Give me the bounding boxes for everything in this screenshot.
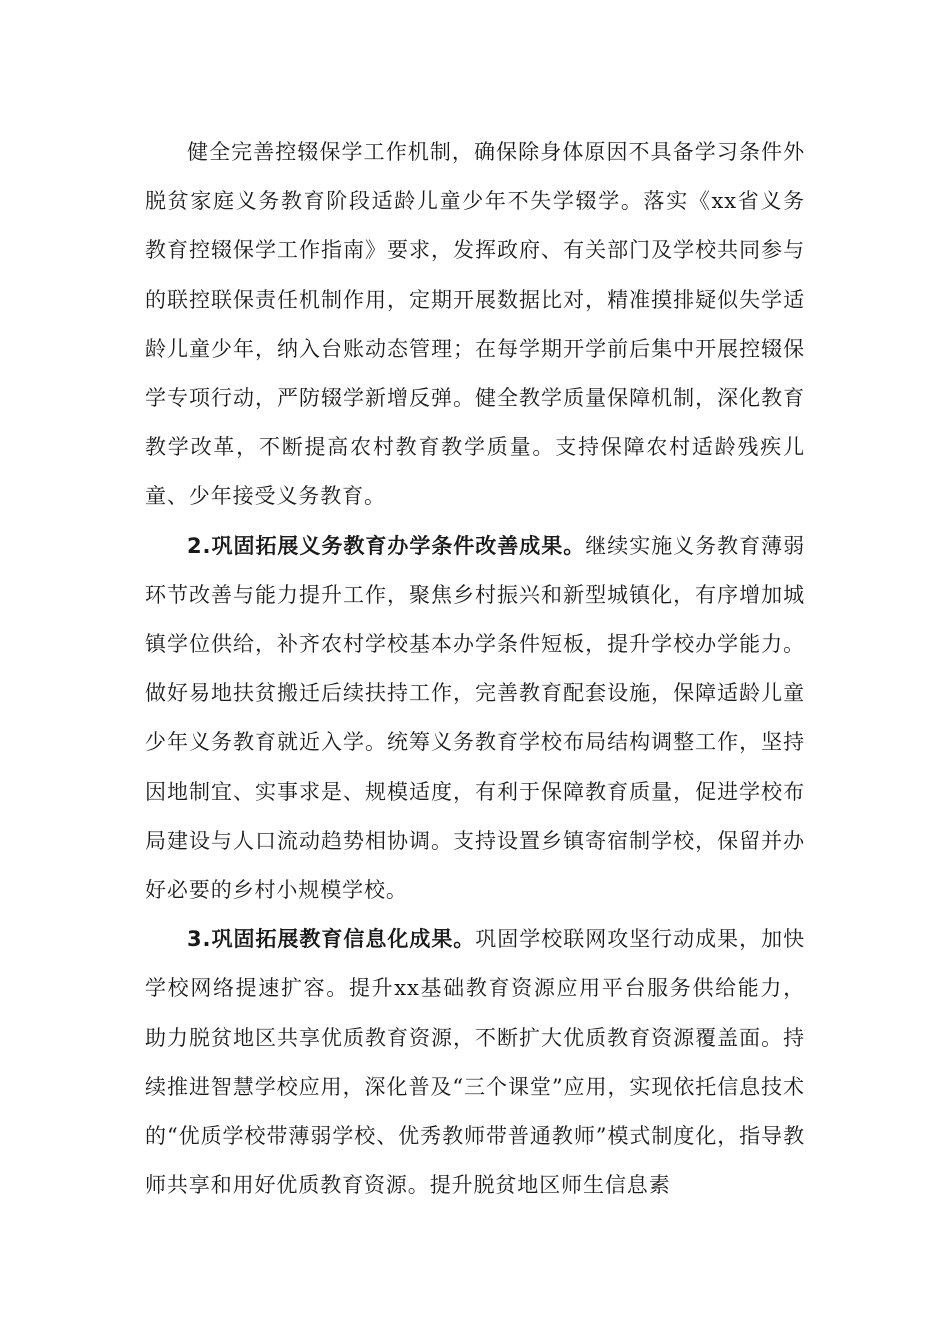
paragraph-lead: 2.巩固拓展义务教育办学条件改善成果。 — [187, 533, 586, 558]
paragraph-dropout-prevention — [145, 128, 805, 522]
paragraph-education-informatization — [145, 915, 805, 1210]
paragraph-school-conditions — [145, 522, 805, 916]
paragraph-text: 继续实施义务教育薄弱环节改善与能力提升工作，聚焦乡村振兴和新型城镇化，有序增加城镇学位供给，补齐农村学校基本办学条件短板，提升学校办学能力。做好易地扶贫搬迁后续扶持工作，完善教育配套设施，保障适龄儿童少年义务教育就近入学。统筹义务教育学校布局结构调整工作，坚持因地制宜、实事求是、规模适度，有利于保障教育质量，促进学校布局建设与人口流动趋势相协调。支持设置乡镇寄宿制学校，保留并办好必要的乡村小规模学校。 — [145, 533, 805, 903]
paragraph-text: 巩固学校联网攻坚行动成果，加快学校网络提速扩容。提升xx基础教育资源应用平台服务供给能力，助力脱贫地区共享优质教育资源，不断扩大优质教育资源覆盖面。持续推进智慧学校应用，深化普及“三个课堂”应用，实现依托信息技术的“优质学校带薄弱学校、优秀教师带普通教师”模式制度化，指导教师共享和用好优质教育资源。提升脱贫地区师生信息素 — [145, 927, 805, 1198]
paragraph-text: 健全完善控辍保学工作机制，确保除身体原因不具备学习条件外脱贫家庭义务教育阶段适龄儿童少年不失学辍学。落实《xx省义务教育控辍保学工作指南》要求，发挥政府、有关部门及学校共同参与的联控联保责任机制作用，定期开展数据比对，精准摸排疑似失学适龄儿童少年，纳入台账动态管理；在每学期开学前后集中开展控辍保学专项行动，严防辍学新增反弹。健全教学质量保障机制，深化教育教学改革，不断提高农村教育教学质量。支持保障农村适龄残疾儿童、少年接受义务教育。 — [145, 140, 805, 509]
paragraph-lead: 3.巩固拓展教育信息化成果。 — [187, 927, 476, 952]
document-body — [145, 128, 805, 1210]
